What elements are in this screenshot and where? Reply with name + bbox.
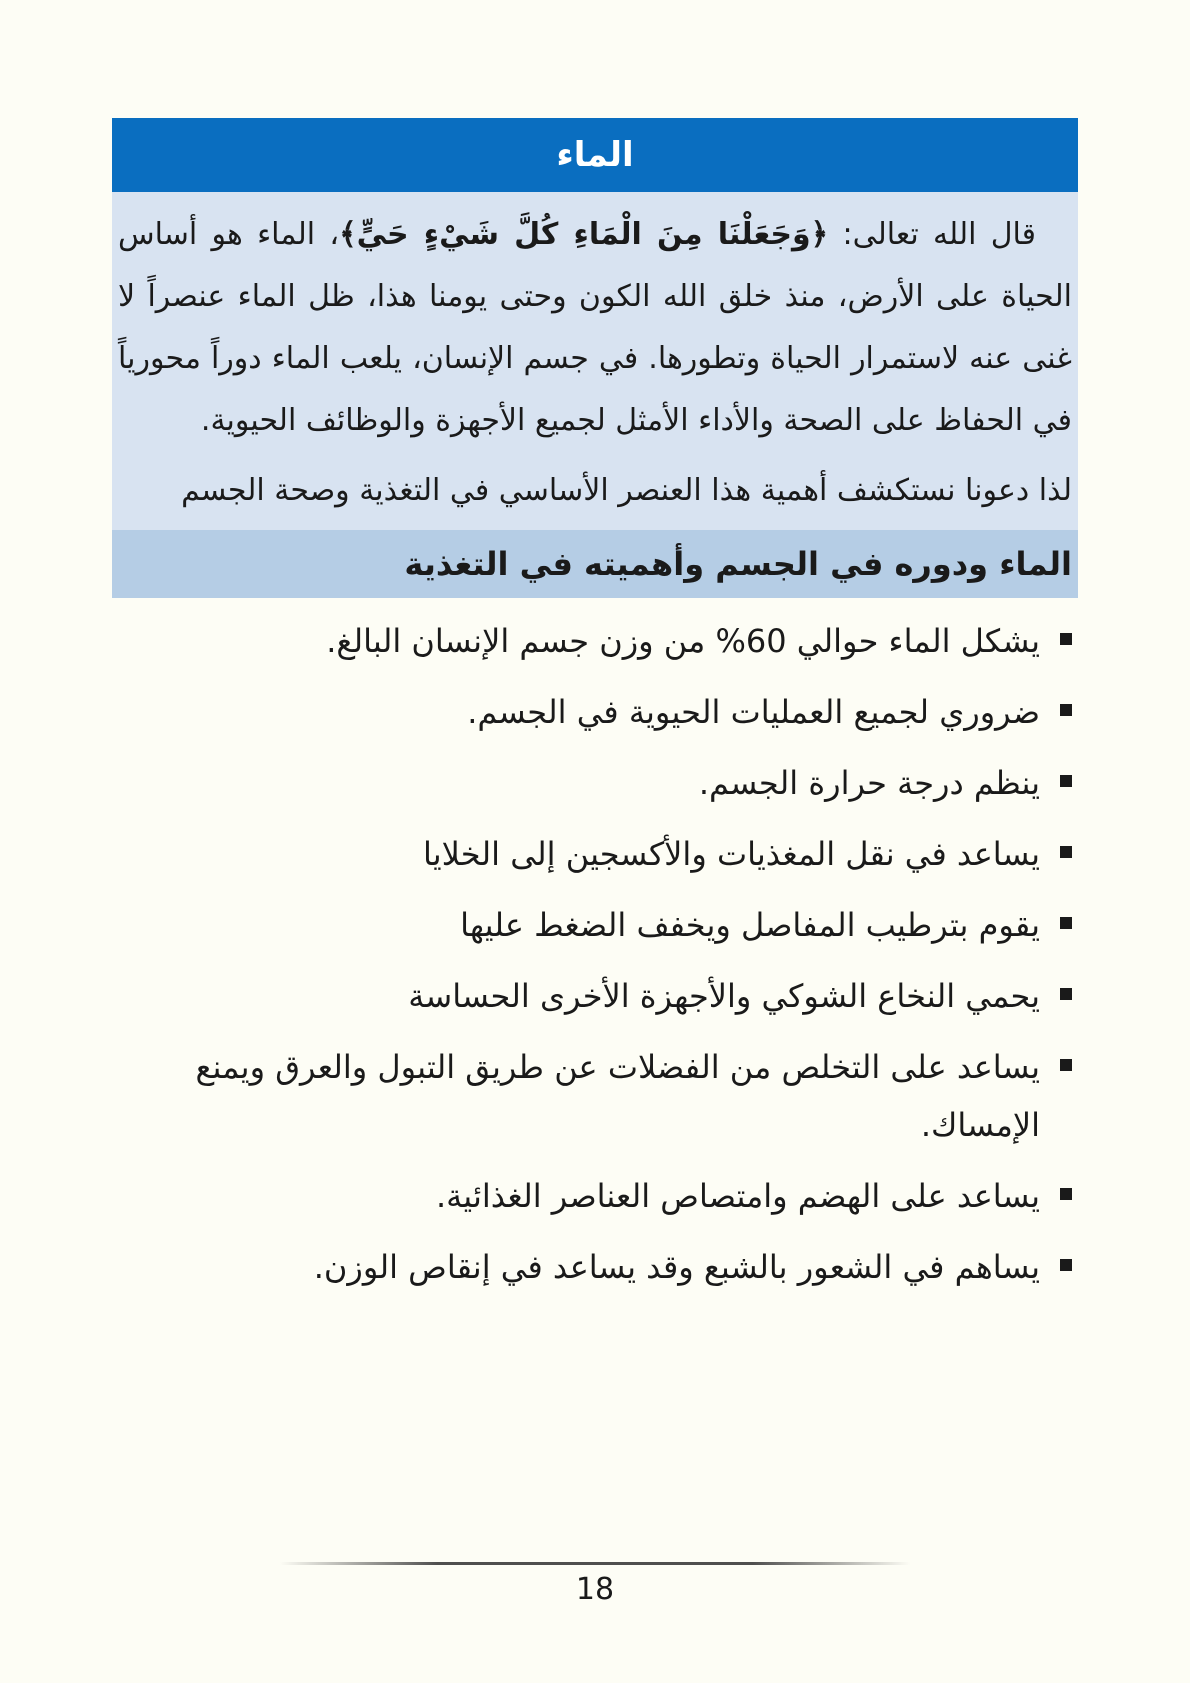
section-title: الماء (556, 135, 634, 175)
subheading: الماء ودوره في الجسم وأهميته في التغذية (404, 545, 1072, 583)
square-bullet-icon (1060, 917, 1072, 929)
list-item (112, 967, 1078, 1025)
list-item (112, 896, 1078, 954)
section-title-banner (112, 118, 1078, 192)
list-item (112, 1238, 1078, 1296)
list-item (112, 612, 1078, 670)
page-number: 18 (575, 1572, 615, 1607)
list-item-text: ينظم درجة حرارة الجسم. (698, 764, 1040, 802)
list-item (112, 754, 1078, 812)
bullet-list (112, 612, 1078, 1296)
intro-box (112, 192, 1078, 530)
square-bullet-icon (1060, 988, 1072, 1000)
page-content (112, 118, 1078, 1309)
square-bullet-icon (1060, 1259, 1072, 1271)
list-item-text: يحمي النخاع الشوكي والأجهزة الأخرى الحساسة (408, 977, 1040, 1015)
intro-paragraph (118, 204, 1072, 452)
list-item-text: يساعد على التخلص من الفضلات عن طريق التبول والعرق ويمنع الإمساك. (195, 1048, 1040, 1144)
quran-verse: ﴿وَجَعَلْنَا مِنَ الْمَاءِ كُلَّ شَيْءٍ حَيٍّ﴾ (339, 217, 829, 252)
list-item-text: يساعد على الهضم وامتصاص العناصر الغذائية. (435, 1177, 1040, 1215)
square-bullet-icon (1060, 704, 1072, 716)
list-item (112, 1038, 1078, 1154)
list-item-text: يقوم بترطيب المفاصل ويخفف الضغط عليها (460, 906, 1040, 944)
square-bullet-icon (1060, 1059, 1072, 1071)
square-bullet-icon (1060, 633, 1072, 645)
list-item (112, 683, 1078, 741)
list-item-text: ضروري لجميع العمليات الحيوية في الجسم. (467, 693, 1040, 731)
subheading-bar (112, 530, 1078, 598)
list-item-text: يساهم في الشعور بالشبع وقد يساعد في إنقاص الوزن. (313, 1248, 1040, 1286)
square-bullet-icon (1060, 846, 1072, 858)
intro-rest: ، الماء هو أساس الحياة على الأرض، منذ خلق الله الكون وحتى يومنا هذا، ظل الماء عنصراً لا غنى عنه لاستمرار الحياة وتطورها. في جسم الإنسان، يلعب الماء دوراً محورياً في الحفاظ على الصحة والأداء الأمثل لجميع الأجهزة والوظائف الحيوية. (118, 217, 1072, 438)
intro-lead: قال الله تعالى: (828, 217, 1037, 252)
list-item (112, 825, 1078, 883)
footer-divider (280, 1562, 910, 1565)
list-item-text: يساعد في نقل المغذيات والأكسجين إلى الخلايا (423, 835, 1040, 873)
intro-closing: لذا دعونا نستكشف أهمية هذا العنصر الأساسي في التغذية وصحة الجسم (181, 473, 1072, 508)
square-bullet-icon (1060, 1188, 1072, 1200)
square-bullet-icon (1060, 775, 1072, 787)
list-item-text: يشكل الماء حوالي 60% من وزن جسم الإنسان البالغ. (326, 622, 1040, 660)
list-item (112, 1167, 1078, 1225)
